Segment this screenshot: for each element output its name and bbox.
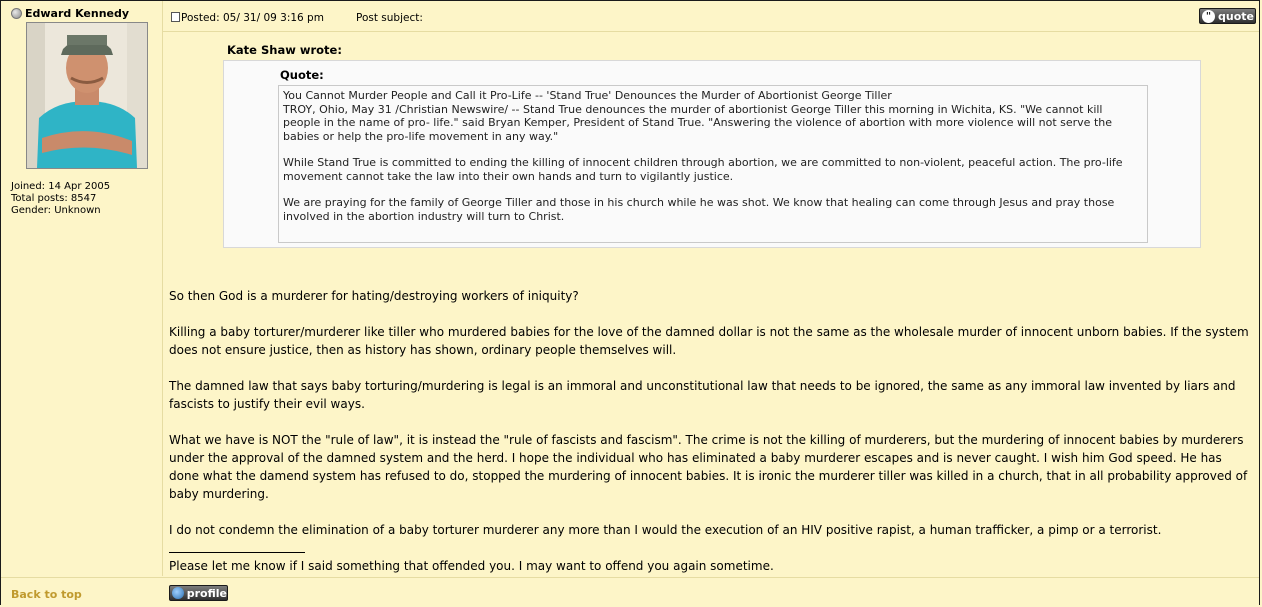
post-body	[169, 287, 1255, 593]
profile-button[interactable]	[169, 585, 228, 601]
joined-date: Joined: 14 Apr 2005	[11, 181, 111, 192]
profile-icon	[172, 587, 184, 599]
post-footer	[1, 577, 1259, 607]
outer-quote-box	[223, 60, 1201, 248]
author-row	[11, 7, 129, 20]
quote-button[interactable]	[1199, 8, 1256, 24]
post-subject: Post subject:	[356, 12, 423, 24]
quote-paragraph: We are praying for the family of George Tiller and those in his church while he was shot. We know that healing can come through Jesus and pray those involved in the abortion industry will turn to Christ.	[283, 196, 1115, 223]
signature-divider	[169, 552, 305, 553]
quote-icon: "	[1202, 10, 1215, 23]
body-paragraph: The damned law that says baby torturing/murdering is legal is an immoral and unconstitutional law that needs to be ignored, the same as any immoral law invented by liars and fascists to justify their evil ways.	[169, 379, 1236, 411]
quoted-author: Kate Shaw wrote:	[227, 43, 342, 57]
post-header	[163, 1, 1259, 32]
quote-paragraph: While Stand True is committed to ending the killing of innocent children through abortion, we are committed to non-violent, peaceful action. The pro-life movement cannot take the law into their own hands and turn to vigilantly justice.	[283, 156, 1123, 183]
quote-label: Quote:	[280, 68, 324, 82]
quote-button-label: quote	[1218, 9, 1254, 23]
post-icon[interactable]	[171, 12, 180, 22]
posted-date: Posted: 05/ 31/ 09 3:16 pm	[181, 12, 324, 24]
quote-paragraph: You Cannot Murder People and Call it Pro-Life -- 'Stand True' Denounces the Murder of Abortionist George Tiller TROY, Ohio, May 31 /Christian Newswire/ -- Stand True denounces the murder of abortionist George Tiller this morning in Wichita, KS. "We cannot kill people in the name of pro- life." said Bryan Kemper, President of Stand True. "Answering the violence of abortion with more violence will not serve the babies or help the pro-life movement in any way."	[283, 89, 1112, 143]
inner-quote-box	[278, 85, 1148, 243]
author-details	[11, 181, 110, 217]
back-to-top-link[interactable]: Back to top	[11, 588, 82, 601]
post-content	[163, 1, 1259, 576]
author-name[interactable]: Edward Kennedy	[25, 7, 130, 20]
body-paragraph: So then God is a murderer for hating/destroying workers of iniquity?	[169, 289, 579, 303]
total-posts: Total posts: 8547	[11, 193, 97, 204]
body-paragraph: Killing a baby torturer/murderer like tiller who murdered babies for the love of the damned dollar is not the same as the wholesale murder of innocent unborn babies. If the system does not ensure justice, then as history has shown, ordinary people themselves will.	[169, 325, 1249, 357]
body-paragraph: I do not condemn the elimination of a baby torturer murderer any more than I would the execution of an HIV positive rapist, a human trafficker, a pimp or a terrorist.	[169, 523, 1162, 537]
profile-button-label: profile	[186, 586, 227, 600]
body-paragraph: What we have is NOT the "rule of law", it is instead the "rule of fascists and fascism". The crime is not the killing of murderers, but the murdering of innocent babies by murderers under the approval of the damned system and the herd. I hope the individual who has eliminated a baby murderer escapes and is never caught. I wish him God speed. He has done what the damend system has refused to do, stopped the murdering of innocent babies. It is ironic the murderer tiller was killed in a church, that in all probability approved of baby murdering.	[169, 433, 1248, 501]
gender: Gender: Unknown	[11, 205, 101, 216]
offline-status-icon	[11, 8, 22, 19]
signature: Please let me know if I said something that offended you. I may want to offend you again sometime.	[169, 559, 774, 573]
author-panel	[1, 1, 163, 576]
avatar	[26, 22, 148, 169]
